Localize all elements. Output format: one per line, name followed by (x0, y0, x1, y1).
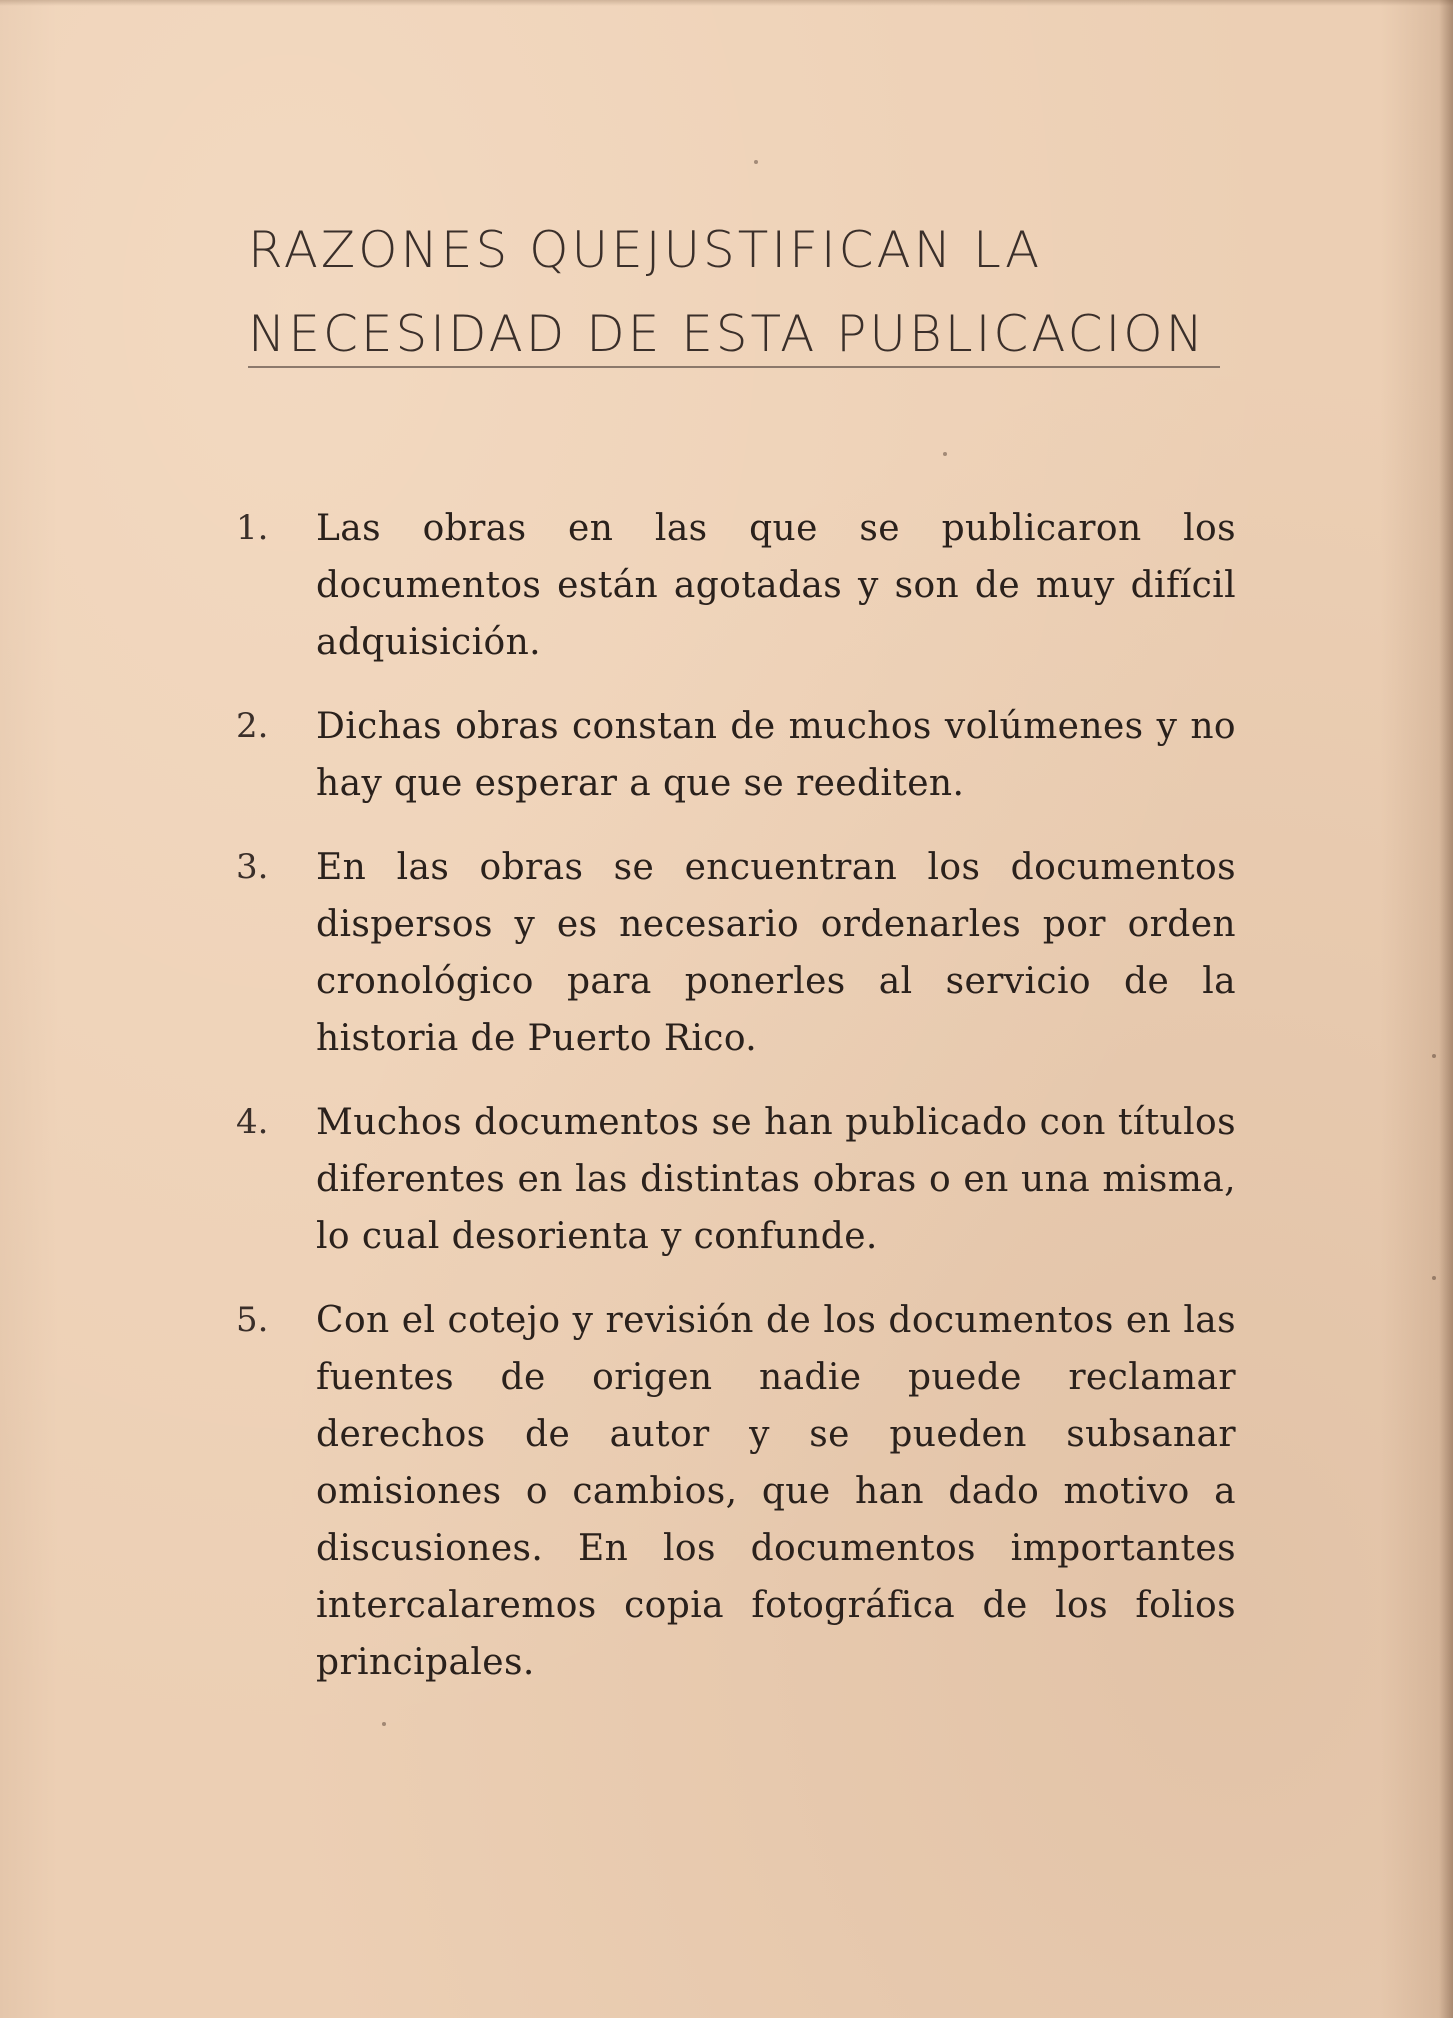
paper-top-edge (0, 0, 1453, 6)
paper-right-edge (1439, 0, 1453, 2018)
reason-item-4 (236, 1094, 1236, 1265)
page-title (248, 208, 1228, 376)
reason-text: En las obras se encuentran los documentos dispersos y es necesario ordenarles por orden cronológico para ponerles al servicio de la historia de Puerto Rico. (316, 847, 1236, 1059)
reason-number: 3. (236, 847, 269, 887)
title-line-1: RAZONES QUEJUSTIFICAN LA (248, 221, 1043, 279)
reason-text: Las obras en las que se publicaron los documentos están agotadas y son de muy difícil adquisición. (316, 508, 1236, 663)
paper-speck (382, 1722, 386, 1726)
reasons-list (236, 500, 1236, 1718)
title-divider (248, 366, 1220, 368)
paper-speck (943, 452, 947, 456)
reason-item-2 (236, 698, 1236, 812)
reason-number: 1. (236, 508, 269, 548)
title-line-2: NECESIDAD DE ESTA PUBLICACION (248, 305, 1207, 363)
reason-item-3 (236, 839, 1236, 1067)
reason-number: 5. (236, 1300, 269, 1340)
reason-text: Con el cotejo y revisión de los documentos en las fuentes de origen nadie puede reclamar derechos de autor y se pueden subsanar omisiones o cambios, que han dado motivo a discusiones. En los documentos importantes intercalaremos copia fotográfica de los folios principales. (316, 1300, 1236, 1683)
reason-item-5 (236, 1292, 1236, 1691)
reason-text: Muchos documentos se han publicado con títulos diferentes en las distintas obras o en una misma, lo cual desorienta y confunde. (316, 1102, 1236, 1257)
paper-speck (754, 160, 758, 164)
reason-number: 4. (236, 1102, 269, 1142)
reason-text: Dichas obras constan de muchos volúmenes y no hay que esperar a que se reediten. (316, 706, 1236, 804)
paper-speck (1432, 1276, 1436, 1280)
paper-speck (1432, 1054, 1436, 1058)
reason-number: 2. (236, 706, 269, 746)
reason-item-1 (236, 500, 1236, 671)
